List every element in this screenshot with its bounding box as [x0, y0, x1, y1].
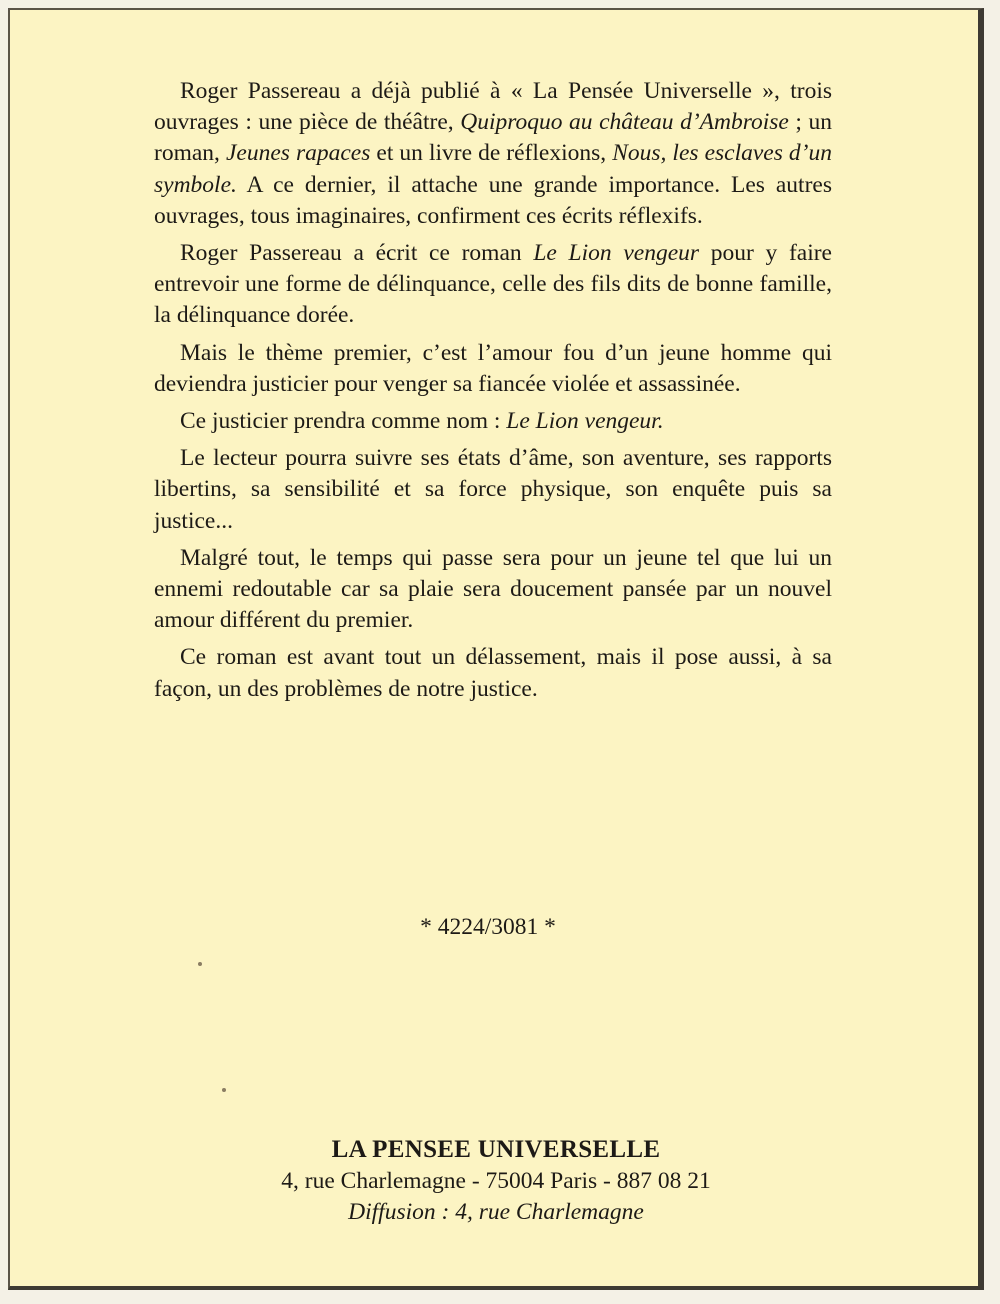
publisher-diffusion: Diffusion : 4, rue Charlemagne: [348, 1199, 644, 1225]
blurb-paragraph-3: Mais le thème premier, c’est l’amour fou d’un jeune homme qui deviendra justicier pour venger sa fiancée violée et assassinée.: [154, 339, 832, 397]
blurb-paragraph-5: Le lecteur pourra suivre ses états d’âme, son aventure, ses rapports libertins, sa sensibilité et sa force physique, son enquête puis sa justice...: [154, 445, 832, 534]
catalog-code: * 4224/3081 *: [420, 914, 556, 940]
publisher-address: 4, rue Charlemagne - 75004 Paris - 887 08 21: [281, 1168, 711, 1194]
blurb-paragraph-6: Malgré tout, le temps qui passe sera pour un jeune tel que lui un ennemi redoutable car sa plaie sera doucement pansée par un nouvel amour différent du premier.: [154, 544, 832, 634]
paper-speck: [222, 1088, 226, 1092]
title-nous-les-esclaves: Nous, les esclaves d’un symbole.: [154, 140, 832, 198]
blurb-text: [154, 76, 832, 711]
blurb-paragraph-7: Ce roman est avant tout un délassement, mais il pose aussi, à sa façon, un des problèmes de notre justice.: [154, 644, 832, 702]
blurb-paragraph-4: Ce justicier prendra comme nom : Le Lion vengeur.: [180, 408, 664, 435]
title-quiproquo: Quiproquo au château d’Ambroise: [460, 109, 789, 136]
title-le-lion-vengeur: Le Lion vengeur: [533, 240, 700, 267]
title-jeunes-rapaces: Jeunes rapaces: [225, 140, 371, 167]
publisher-name: LA PENSEE UNIVERSELLE: [331, 1136, 661, 1163]
blurb-paragraph-1: Roger Passereau a déjà publié à « La Pensée Universelle », trois ouvrages : une pièce de théâtre, Quiproquo au château d’Ambroise ; un roman, Jeunes rapaces et un livre de réflexions, Nous, les esclaves d’un symbole. A ce dernier, il attache une grande importance. Les autres ouvrages, tous imaginaires, confirment ces écrits réflexifs.: [154, 78, 833, 229]
blurb-paragraph-2: Roger Passereau a écrit ce roman Le Lion vengeur pour y faire entrevoir une forme de délinquance, celle des fils dits de bonne famille, la délinquance dorée.: [154, 240, 832, 329]
paper-speck: [198, 962, 202, 966]
publisher-block: [10, 1134, 986, 1228]
title-le-lion-vengeur-2: Le Lion vengeur.: [506, 408, 664, 435]
book-back-cover: [8, 8, 984, 1290]
